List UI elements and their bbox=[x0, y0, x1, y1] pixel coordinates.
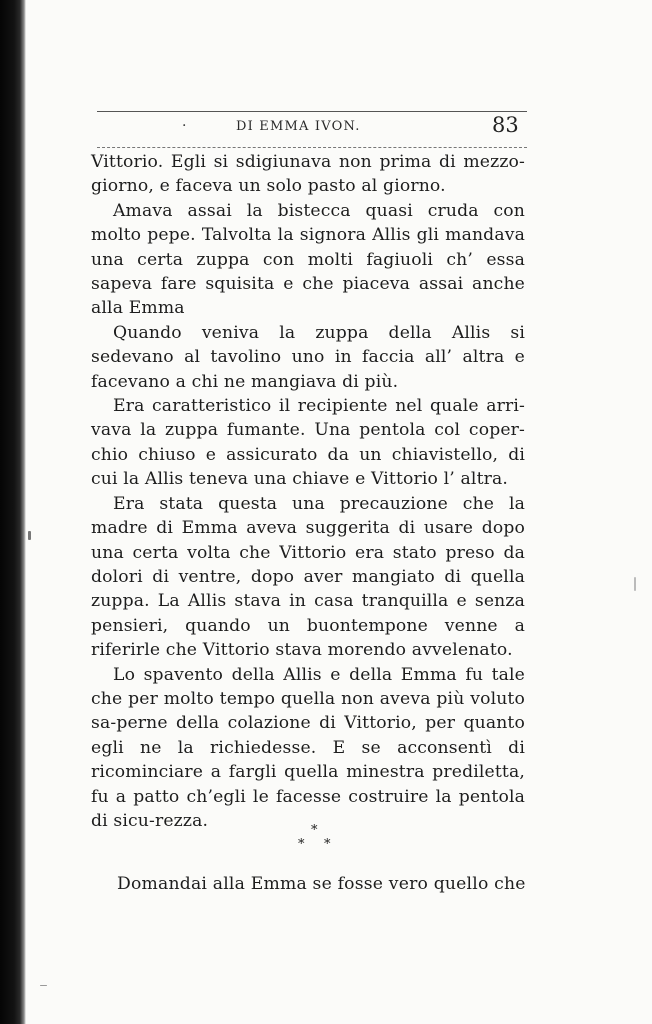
paragraph-5: Era stata questa una precauzione che la madre di Emma aveva suggerita di usare dopo una certa volta che Vittorio era stato preso da dolori di ventre, dopo aver mangiato di quella zuppa. La Allis stava in casa tranquilla e senza pensieri, quando un buontempone venne a riferirle che Vittorio stava morendo avvelenato. bbox=[91, 493, 525, 661]
page-binding-edge bbox=[0, 0, 26, 1024]
margin-speck bbox=[40, 985, 47, 986]
asterisk-top: * bbox=[311, 823, 318, 838]
body-text bbox=[91, 150, 525, 833]
asterisk-right: * bbox=[324, 837, 331, 852]
page-number: 83 bbox=[492, 113, 519, 137]
header-dot: · bbox=[182, 118, 187, 134]
closing-line: Domandai alla Emma se fosse vero quello che bbox=[117, 874, 526, 894]
header-rule-bottom bbox=[97, 147, 527, 148]
margin-speck bbox=[28, 531, 31, 540]
margin-speck bbox=[634, 577, 636, 591]
section-break-asterism bbox=[298, 823, 338, 859]
running-title: DI EMMA IVON. bbox=[236, 119, 361, 134]
header-rule-top bbox=[97, 111, 527, 112]
paragraph-1: Vittorio. Egli si sdigiunava non prima di mezzo-giorno, e faceva un solo pasto al giorno. bbox=[91, 152, 525, 197]
paragraph-2: Amava assai la bistecca quasi cruda con molto pepe. Talvolta la signora Allis gli mandava una certa zuppa con molti fagiuoli ch’ essa sapeva fare squisita e che piaceva assai anche alla Emma bbox=[91, 200, 525, 319]
paragraph-4: Era caratteristico il recipiente nel quale arri-vava la zuppa fumante. Una pentola col coper-chio chiuso e assicurato da un chiavistello, di cui la Allis teneva una chiave e Vittorio l’ altra. bbox=[91, 396, 525, 490]
paragraph-6: Lo spavento della Allis e della Emma fu tale che per molto tempo quella non aveva più voluto sa-perne della colazione di Vittorio, per quanto egli ne la richiedesse. E se acconsentì di ricominciare a fargli quella minestra prediletta, fu a patto ch’egli le facesse costruire la pentola di sicu-rezza. bbox=[91, 664, 525, 831]
paragraph-3: Quando veniva la zuppa della Allis si sedevano al tavolino uno in faccia all’ altra e facevano a chi ne mangiava di più. bbox=[91, 322, 525, 392]
asterisk-left: * bbox=[298, 837, 305, 852]
